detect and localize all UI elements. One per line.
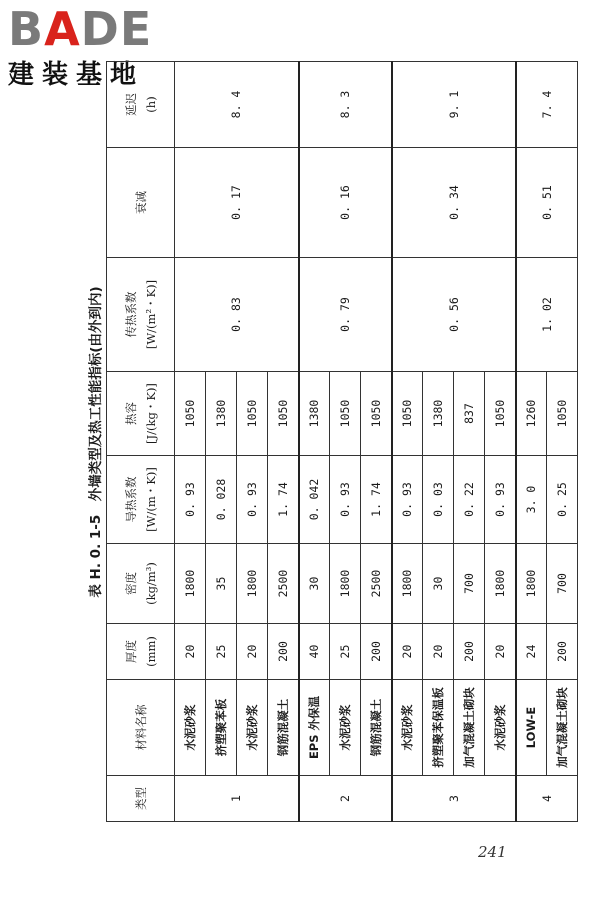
type-cell: 2 xyxy=(299,776,392,822)
thickness-cell: 20 xyxy=(175,624,206,680)
header-delay: 延迟 (h) xyxy=(107,62,175,148)
table-row xyxy=(516,62,547,822)
material-cell: 挤塑聚苯保温板 xyxy=(423,680,454,776)
material-cell: 水泥砂浆 xyxy=(392,680,423,776)
thickness-cell: 20 xyxy=(485,624,516,680)
header-type: 类型 xyxy=(107,776,175,822)
logo-subtitle: 建装基地 xyxy=(8,60,145,90)
page-number: 241 xyxy=(478,843,507,861)
u-value-cell: 0. 56 xyxy=(392,258,516,372)
density-cell: 1800 xyxy=(485,544,516,624)
heat-capacity-cell: 1380 xyxy=(299,372,330,456)
type-cell: 4 xyxy=(516,776,578,822)
heat-capacity-cell: 1050 xyxy=(547,372,578,456)
wall-thermal-table xyxy=(106,61,578,822)
thickness-cell: 25 xyxy=(330,624,361,680)
header-attenuation: 衰减 xyxy=(107,148,175,258)
heat-capacity-cell: 1050 xyxy=(175,372,206,456)
material-cell: 加气混凝土砌块 xyxy=(547,680,578,776)
heat-capacity-cell: 1050 xyxy=(330,372,361,456)
density-cell: 30 xyxy=(423,544,454,624)
conductivity-cell: 0. 93 xyxy=(330,456,361,544)
heat-capacity-cell: 837 xyxy=(454,372,485,456)
conductivity-cell: 0. 93 xyxy=(485,456,516,544)
conductivity-cell: 1. 74 xyxy=(268,456,299,544)
delay-cell: 8. 4 xyxy=(175,62,299,148)
material-cell: EPS 外保温 xyxy=(299,680,330,776)
table-caption: 表 H. 0. 1-5 外墙类型及热工性能指标(由外到内) xyxy=(88,286,104,598)
rotated-table-page xyxy=(80,62,569,822)
attenuation-cell: 0. 51 xyxy=(516,148,578,258)
thickness-cell: 20 xyxy=(423,624,454,680)
material-cell: 钢筋混凝土 xyxy=(361,680,392,776)
material-cell: 水泥砂浆 xyxy=(485,680,516,776)
heat-capacity-cell: 1050 xyxy=(268,372,299,456)
material-cell: 钢筋混凝土 xyxy=(268,680,299,776)
material-cell: 挤塑聚苯板 xyxy=(206,680,237,776)
table-row xyxy=(392,62,423,822)
attenuation-cell: 0. 17 xyxy=(175,148,299,258)
u-value-cell: 0. 79 xyxy=(299,258,392,372)
heat-capacity-cell: 1050 xyxy=(361,372,392,456)
density-cell: 1800 xyxy=(516,544,547,624)
type-cell: 1 xyxy=(175,776,299,822)
table-row xyxy=(175,62,206,822)
density-cell: 2500 xyxy=(268,544,299,624)
logo-wordmark: BADE xyxy=(8,2,153,56)
heat-capacity-cell: 1050 xyxy=(485,372,516,456)
header-thickness: 厚度 (mm) xyxy=(107,624,175,680)
conductivity-cell: 0. 042 xyxy=(299,456,330,544)
header-u-value: 传热系数 [W/(m²・K)] xyxy=(107,258,175,372)
heat-capacity-cell: 1380 xyxy=(206,372,237,456)
thickness-cell: 24 xyxy=(516,624,547,680)
heat-capacity-cell: 1260 xyxy=(516,372,547,456)
density-cell: 1800 xyxy=(175,544,206,624)
density-cell: 700 xyxy=(547,544,578,624)
density-cell: 700 xyxy=(454,544,485,624)
thickness-cell: 200 xyxy=(547,624,578,680)
density-cell: 1800 xyxy=(392,544,423,624)
thickness-cell: 200 xyxy=(454,624,485,680)
delay-cell: 7. 4 xyxy=(516,62,578,148)
delay-cell: 9. 1 xyxy=(392,62,516,148)
conductivity-cell: 0. 93 xyxy=(175,456,206,544)
conductivity-cell: 1. 74 xyxy=(361,456,392,544)
thickness-cell: 200 xyxy=(361,624,392,680)
u-value-cell: 1. 02 xyxy=(516,258,578,372)
material-cell: 水泥砂浆 xyxy=(237,680,268,776)
material-cell: 水泥砂浆 xyxy=(330,680,361,776)
density-cell: 1800 xyxy=(237,544,268,624)
conductivity-cell: 0. 25 xyxy=(547,456,578,544)
type-cell: 3 xyxy=(392,776,516,822)
thickness-cell: 200 xyxy=(268,624,299,680)
material-cell: LOW-E xyxy=(516,680,547,776)
header-density: 密度 (kg/m³) xyxy=(107,544,175,624)
material-cell: 水泥砂浆 xyxy=(175,680,206,776)
material-cell: 加气混凝土砌块 xyxy=(454,680,485,776)
header-conductivity: 导热系数 [W/(m・K)] xyxy=(107,456,175,544)
header-heat-capacity: 热容 [J/(kg・K)] xyxy=(107,372,175,456)
header-material: 材料名称 xyxy=(107,680,175,776)
header-row xyxy=(107,62,175,822)
conductivity-cell: 0. 028 xyxy=(206,456,237,544)
attenuation-cell: 0. 16 xyxy=(299,148,392,258)
heat-capacity-cell: 1380 xyxy=(423,372,454,456)
heat-capacity-cell: 1050 xyxy=(237,372,268,456)
thickness-cell: 25 xyxy=(206,624,237,680)
conductivity-cell: 3. 0 xyxy=(516,456,547,544)
conductivity-cell: 0. 03 xyxy=(423,456,454,544)
table-body xyxy=(175,62,578,822)
heat-capacity-cell: 1050 xyxy=(392,372,423,456)
u-value-cell: 0. 83 xyxy=(175,258,299,372)
thickness-cell: 40 xyxy=(299,624,330,680)
thickness-cell: 20 xyxy=(237,624,268,680)
table-row xyxy=(299,62,330,822)
density-cell: 30 xyxy=(299,544,330,624)
conductivity-cell: 0. 22 xyxy=(454,456,485,544)
density-cell: 1800 xyxy=(330,544,361,624)
thickness-cell: 20 xyxy=(392,624,423,680)
density-cell: 2500 xyxy=(361,544,392,624)
conductivity-cell: 0. 93 xyxy=(392,456,423,544)
attenuation-cell: 0. 34 xyxy=(392,148,516,258)
conductivity-cell: 0. 93 xyxy=(237,456,268,544)
density-cell: 35 xyxy=(206,544,237,624)
delay-cell: 8. 3 xyxy=(299,62,392,148)
